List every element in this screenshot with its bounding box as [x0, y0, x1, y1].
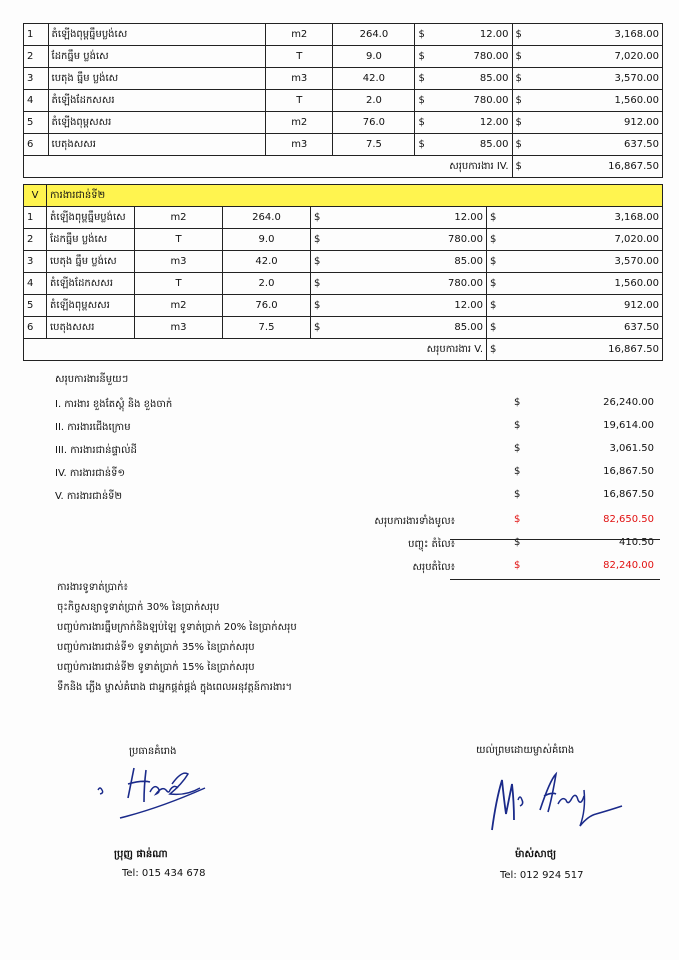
boq-table-section-iv	[23, 23, 663, 178]
item-number: 3	[24, 68, 49, 90]
item-description: តំឡើងដែកសសរ	[48, 90, 266, 112]
item-quantity: 42.0	[333, 68, 415, 90]
item-rate: 12.00	[430, 112, 512, 134]
discount-label: បញ្ចុះ តំលៃ៖	[408, 539, 455, 550]
item-quantity: 42.0	[223, 251, 311, 273]
rate-currency: $	[415, 46, 430, 68]
item-unit: m2	[266, 24, 333, 46]
amount-currency: $	[487, 207, 575, 229]
signer-name: ម៉ាស់សាថ្យ	[515, 849, 557, 860]
net-total-amount: 82,240.00	[603, 560, 654, 571]
item-rate: 85.00	[399, 317, 487, 339]
table-row	[24, 273, 663, 295]
item-description: តំឡើងពុម្ពធ្នឹមប្លង់សេ	[48, 24, 266, 46]
item-rate: 780.00	[430, 46, 512, 68]
grand-total-row	[55, 514, 665, 534]
item-unit: T	[135, 273, 223, 295]
summary-amount: 16,867.50	[603, 489, 654, 500]
rate-currency: $	[415, 90, 430, 112]
amount-currency: $	[487, 229, 575, 251]
table-row	[24, 207, 663, 229]
table-row	[24, 112, 663, 134]
amount-currency: $	[512, 90, 527, 112]
rate-currency: $	[311, 317, 399, 339]
item-unit: T	[266, 90, 333, 112]
summary-amount: 16,867.50	[603, 466, 654, 477]
payment-line: ទឹកនិង ភ្លើង ម្ចាស់គំរោង ជាអ្នកផ្គត់ផ្គង់ ក្នុងពេលអនុវត្តន៍ការងារ។	[57, 682, 293, 693]
summary-label: III. ការងារជាន់ផ្ទាល់ដី	[55, 445, 137, 456]
amount-currency: $	[512, 24, 527, 46]
summary-currency: $	[514, 397, 521, 408]
summary-currency: $	[514, 466, 521, 477]
table-row	[24, 46, 663, 68]
item-amount: 7,020.00	[575, 229, 663, 251]
item-number: 2	[24, 229, 47, 251]
rate-currency: $	[415, 134, 430, 156]
summary-row	[55, 443, 665, 461]
section-number: V	[24, 185, 47, 207]
subtotal-currency: $	[512, 156, 527, 178]
discount-currency: $	[514, 537, 521, 548]
item-amount: 3,168.00	[527, 24, 662, 46]
signer-name: ប្រុញ ផាន់ណា	[114, 849, 168, 860]
item-number: 6	[24, 317, 47, 339]
item-unit: m3	[135, 317, 223, 339]
summary-amount: 19,614.00	[603, 420, 654, 431]
signer-phone: Tel: 012 924 517	[500, 870, 584, 881]
item-amount: 3,570.00	[527, 68, 662, 90]
summary-row	[55, 466, 665, 484]
rate-currency: $	[415, 68, 430, 90]
signer-phone: Tel: 015 434 678	[122, 868, 206, 879]
summary-amount: 3,061.50	[609, 443, 654, 454]
item-unit: m3	[266, 68, 333, 90]
item-quantity: 9.0	[333, 46, 415, 68]
item-rate: 12.00	[399, 207, 487, 229]
summary-row	[55, 397, 665, 415]
payment-line: ចុះកិច្ចសន្យាទូទាត់ប្រាក់ 30% នៃប្រាក់សរុប	[57, 602, 220, 613]
summary-title: សរុបការងារនីមួយៗ	[55, 374, 129, 385]
item-quantity: 76.0	[223, 295, 311, 317]
item-quantity: 7.5	[223, 317, 311, 339]
subtotal-label: សរុបការងារ V.	[47, 339, 487, 361]
table-row	[24, 317, 663, 339]
item-number: 5	[24, 295, 47, 317]
item-quantity: 2.0	[333, 90, 415, 112]
item-description: តំឡើងដែកសសរ	[47, 273, 135, 295]
item-description: តំឡើងពុម្ពសសរ	[48, 112, 266, 134]
item-number: 4	[24, 90, 49, 112]
item-description: តំឡើងពុម្ពធ្នឹមប្លង់សេ	[47, 207, 135, 229]
summary-label: II. ការងារជើងក្រោម	[55, 422, 131, 433]
item-unit: T	[266, 46, 333, 68]
grand-total-amount: 82,650.50	[603, 514, 654, 525]
item-quantity: 9.0	[223, 229, 311, 251]
item-amount: 912.00	[575, 295, 663, 317]
subtotal-amount: 16,867.50	[527, 156, 662, 178]
item-number: 6	[24, 134, 49, 156]
item-rate: 780.00	[399, 229, 487, 251]
net-total-row	[55, 560, 665, 580]
table-row	[24, 90, 663, 112]
item-amount: 3,570.00	[575, 251, 663, 273]
item-description: ដែកធ្នឹម ប្លង់សេ	[47, 229, 135, 251]
rate-currency: $	[311, 295, 399, 317]
summary-currency: $	[514, 489, 521, 500]
payment-line: បញ្ចប់ការងារធ្នឹមក្រាក់និងឡប់ឡៃ ទូទាត់ប្រាក់ 20% នៃប្រាក់សរុប	[57, 622, 297, 633]
rate-currency: $	[311, 229, 399, 251]
summary-label: I. ការងារ ខួងតែស្តុំ និង ខួងចាក់	[55, 399, 173, 410]
item-unit: m2	[266, 112, 333, 134]
summary-label: IV. ការងារជាន់ទី១	[55, 468, 126, 479]
item-unit: m3	[266, 134, 333, 156]
item-description: បេតុងសសរ	[47, 317, 135, 339]
payment-line: បញ្ចប់ការងារជាន់ទី២ ទូទាត់ប្រាក់ 15% នៃប្រាក់សរុប	[57, 662, 255, 673]
section-header-row	[24, 185, 663, 207]
rate-currency: $	[311, 273, 399, 295]
item-amount: 1,560.00	[527, 90, 662, 112]
item-amount: 1,560.00	[575, 273, 663, 295]
item-quantity: 264.0	[333, 24, 415, 46]
item-number: 2	[24, 46, 49, 68]
boq-table-section-v	[23, 184, 663, 361]
item-rate: 85.00	[399, 251, 487, 273]
payment-title: ការងារទូទាត់ប្រាក់៖	[57, 582, 128, 593]
rate-currency: $	[311, 207, 399, 229]
item-amount: 637.50	[575, 317, 663, 339]
handwritten-signature-right	[470, 770, 630, 840]
payment-line: បញ្ចប់ការងារជាន់ទី១ ទូទាត់ប្រាក់ 35% នៃប្រាក់សរុប	[57, 642, 255, 653]
amount-currency: $	[487, 273, 575, 295]
item-quantity: 7.5	[333, 134, 415, 156]
amount-currency: $	[512, 112, 527, 134]
signer-role: ប្រធានគំរោង	[129, 746, 177, 757]
item-rate: 85.00	[430, 68, 512, 90]
item-description: តំឡើងពុម្ពសសរ	[47, 295, 135, 317]
subtotal-label: សរុបការងារ IV.	[48, 156, 512, 178]
summary-label: V. ការងារជាន់ទី២	[55, 491, 123, 502]
amount-currency: $	[512, 46, 527, 68]
item-description: ដែកធ្នឹម ប្លង់សេ	[48, 46, 266, 68]
item-unit: m2	[135, 295, 223, 317]
handwritten-signature-left	[90, 760, 210, 830]
item-amount: 912.00	[527, 112, 662, 134]
item-number: 1	[24, 207, 47, 229]
item-rate: 780.00	[399, 273, 487, 295]
item-amount: 637.50	[527, 134, 662, 156]
item-description: បេតុងសសរ	[48, 134, 266, 156]
summary-currency: $	[514, 443, 521, 454]
item-unit: m3	[135, 251, 223, 273]
amount-currency: $	[512, 68, 527, 90]
item-rate: 12.00	[430, 24, 512, 46]
item-amount: 7,020.00	[527, 46, 662, 68]
table-row	[24, 24, 663, 46]
summary-row	[55, 420, 665, 438]
discount-row	[55, 537, 665, 557]
item-description: បេតុង ធ្នឹម ប្លង់សេ	[48, 68, 266, 90]
grand-total-label: សរុបការងារទាំងមូល៖	[374, 516, 455, 527]
divider-line	[450, 539, 660, 540]
item-rate: 12.00	[399, 295, 487, 317]
item-unit: m2	[135, 207, 223, 229]
subtotal-row	[24, 339, 663, 361]
summary-amount: 26,240.00	[603, 397, 654, 408]
amount-currency: $	[487, 317, 575, 339]
rate-currency: $	[415, 24, 430, 46]
item-quantity: 2.0	[223, 273, 311, 295]
item-rate: 780.00	[430, 90, 512, 112]
item-rate: 85.00	[430, 134, 512, 156]
item-quantity: 76.0	[333, 112, 415, 134]
table-row	[24, 251, 663, 273]
rate-currency: $	[415, 112, 430, 134]
item-unit: T	[135, 229, 223, 251]
subtotal-row	[24, 156, 663, 178]
item-description: បេតុង ធ្នឹម ប្លង់សេ	[47, 251, 135, 273]
item-number: 5	[24, 112, 49, 134]
table-row	[24, 68, 663, 90]
item-number: 4	[24, 273, 47, 295]
summary-currency: $	[514, 420, 521, 431]
net-total-label: សរុបតំលៃ៖	[412, 562, 455, 573]
rate-currency: $	[311, 251, 399, 273]
amount-currency: $	[487, 251, 575, 273]
signer-role: យល់ព្រមដោយម្ចាស់គំរោង	[476, 745, 575, 756]
subtotal-amount: 16,867.50	[575, 339, 663, 361]
summary-row	[55, 489, 665, 507]
item-quantity: 264.0	[223, 207, 311, 229]
subtotal-currency: $	[487, 339, 575, 361]
grand-total-currency: $	[514, 514, 521, 525]
payment-terms	[57, 578, 297, 698]
discount-amount: 410.50	[619, 537, 654, 548]
amount-currency: $	[487, 295, 575, 317]
table-row	[24, 295, 663, 317]
divider-line	[450, 579, 660, 580]
section-title: ការងារជាន់ទី២	[47, 185, 663, 207]
item-amount: 3,168.00	[575, 207, 663, 229]
net-total-currency: $	[514, 560, 521, 571]
table-row	[24, 134, 663, 156]
item-number: 3	[24, 251, 47, 273]
table-row	[24, 229, 663, 251]
item-number: 1	[24, 24, 49, 46]
amount-currency: $	[512, 134, 527, 156]
